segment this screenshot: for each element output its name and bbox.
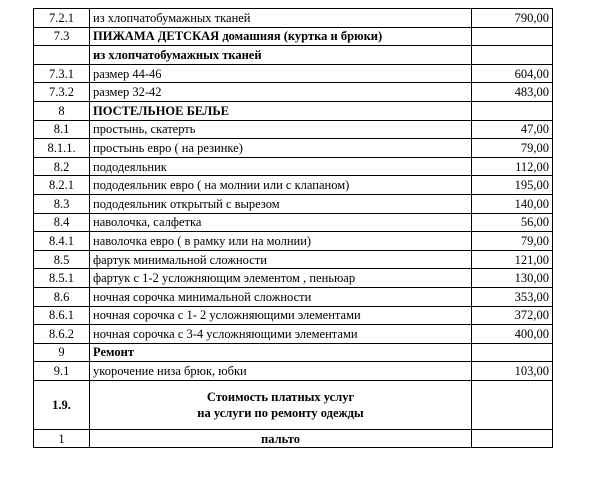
table-row — [34, 27, 553, 46]
table-row — [34, 83, 553, 102]
table-row — [34, 250, 553, 269]
row-number: 8.5.1 — [34, 269, 90, 288]
table-row — [34, 64, 553, 83]
row-price: 121,00 — [472, 250, 553, 269]
row-name: фартук минимальной сложности — [90, 250, 472, 269]
row-number: 8.5 — [34, 250, 90, 269]
row-name: размер 44-46 — [90, 64, 472, 83]
row-price: 47,00 — [472, 120, 553, 139]
table-row — [34, 362, 553, 381]
row-price — [472, 101, 553, 120]
row-number — [34, 46, 90, 65]
row-price: 103,00 — [472, 362, 553, 381]
section-title — [90, 380, 472, 429]
price-list-table — [33, 8, 553, 448]
table-row — [34, 176, 553, 195]
row-name: ночная сорочка с 3-4 усложняющими элементами — [90, 325, 472, 344]
table-row — [34, 306, 553, 325]
table-row — [34, 287, 553, 306]
row-price: 79,00 — [472, 232, 553, 251]
row-number: 8.2.1 — [34, 176, 90, 195]
row-number: 9.1 — [34, 362, 90, 381]
row-number: 8.1.1. — [34, 139, 90, 158]
row-number: 8.6 — [34, 287, 90, 306]
row-number: 7.2.1 — [34, 9, 90, 28]
row-number: 8.4 — [34, 213, 90, 232]
row-name: пододеяльник открытый с вырезом — [90, 194, 472, 213]
table-row — [34, 157, 553, 176]
row-name: ночная сорочка с 1- 2 усложняющими элементами — [90, 306, 472, 325]
row-price: 790,00 — [472, 9, 553, 28]
table-row — [34, 46, 553, 65]
row-number: 7.3.1 — [34, 64, 90, 83]
table-row — [34, 232, 553, 251]
row-number: 8.1 — [34, 120, 90, 139]
section-number: 1.9. — [34, 380, 90, 429]
row-price: 372,00 — [472, 306, 553, 325]
row-name: ночная сорочка минимальной сложности — [90, 287, 472, 306]
row-name: из хлопчатобумажных тканей — [90, 9, 472, 28]
row-number: 7.3.2 — [34, 83, 90, 102]
row-name: ПИЖАМА ДЕТСКАЯ домашняя (куртка и брюки) — [90, 27, 472, 46]
row-price: 130,00 — [472, 269, 553, 288]
row-name: наволочка евро ( в рамку или на молнии) — [90, 232, 472, 251]
table-row — [34, 139, 553, 158]
table-row — [34, 194, 553, 213]
row-name: Ремонт — [90, 343, 472, 362]
row-number: 1 — [34, 429, 90, 448]
row-price: 400,00 — [472, 325, 553, 344]
row-name: из хлопчатобумажных тканей — [90, 46, 472, 65]
row-number: 8.3 — [34, 194, 90, 213]
table-row — [34, 325, 553, 344]
section-title-line-2: на услуги по ремонту одежды — [197, 405, 364, 420]
table-row — [34, 269, 553, 288]
section-title-line-1: Стоимость платных услуг — [206, 389, 355, 404]
row-number: 8.2 — [34, 157, 90, 176]
row-price: 56,00 — [472, 213, 553, 232]
section-price-empty — [472, 380, 553, 429]
row-name: наволочка, салфетка — [90, 213, 472, 232]
row-name: простынь евро ( на резинке) — [90, 139, 472, 158]
row-name: пододеяльник евро ( на молнии или с клапаном) — [90, 176, 472, 195]
table-row — [34, 213, 553, 232]
row-price: 604,00 — [472, 64, 553, 83]
row-number: 7.3 — [34, 27, 90, 46]
row-price: 140,00 — [472, 194, 553, 213]
row-number: 8.6.2 — [34, 325, 90, 344]
section-header-row — [34, 380, 553, 429]
table-row — [34, 120, 553, 139]
row-price — [472, 343, 553, 362]
table-row — [34, 101, 553, 120]
row-number: 8 — [34, 101, 90, 120]
row-price: 112,00 — [472, 157, 553, 176]
row-price: 483,00 — [472, 83, 553, 102]
row-number: 8.4.1 — [34, 232, 90, 251]
row-name: укорочение низа брюк, юбки — [90, 362, 472, 381]
row-number: 9 — [34, 343, 90, 362]
row-name: фартук с 1-2 усложняющим элементом , пеньюар — [90, 269, 472, 288]
row-name: размер 32-42 — [90, 83, 472, 102]
row-number: 8.6.1 — [34, 306, 90, 325]
row-name: простынь, скатерть — [90, 120, 472, 139]
table-row — [34, 429, 553, 448]
row-name: пододеяльник — [90, 157, 472, 176]
row-price — [472, 27, 553, 46]
row-price — [472, 46, 553, 65]
row-price — [472, 429, 553, 448]
row-name: пальто — [90, 429, 472, 448]
table-row — [34, 343, 553, 362]
table-row — [34, 9, 553, 28]
row-price: 195,00 — [472, 176, 553, 195]
row-price: 79,00 — [472, 139, 553, 158]
row-name: ПОСТЕЛЬНОЕ БЕЛЬЕ — [90, 101, 472, 120]
row-price: 353,00 — [472, 287, 553, 306]
